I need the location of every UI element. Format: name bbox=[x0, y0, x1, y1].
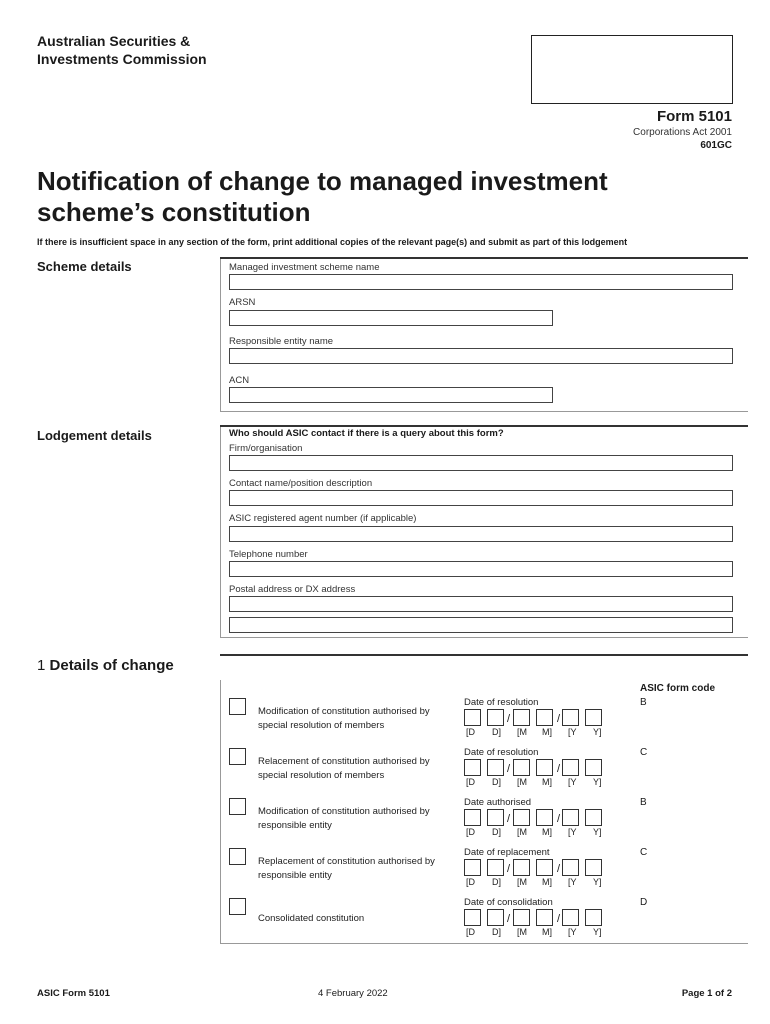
postal-address-field-line1[interactable] bbox=[229, 596, 733, 612]
section-bottom-border bbox=[220, 411, 748, 412]
date-format-hint: [Y bbox=[568, 727, 577, 737]
section-left-border bbox=[220, 259, 221, 411]
arsn-field[interactable] bbox=[229, 310, 553, 326]
change-option-checkbox[interactable] bbox=[229, 848, 246, 865]
date-digit-box[interactable] bbox=[562, 759, 579, 776]
scheme-details-heading: Scheme details bbox=[37, 259, 132, 274]
date-digit-box[interactable] bbox=[513, 909, 530, 926]
date-digit-box[interactable] bbox=[585, 709, 602, 726]
agent-number-label: ASIC registered agent number (if applicable) bbox=[229, 513, 417, 524]
change-option-label: Modification of constitution authorised by responsible entity bbox=[258, 806, 430, 831]
acn-label: ACN bbox=[229, 375, 250, 386]
section-reference: 601GC bbox=[700, 140, 732, 151]
date-format-hint: D] bbox=[492, 877, 501, 887]
date-separator: / bbox=[557, 813, 561, 825]
footer-page-number: Page 1 of 2 bbox=[681, 988, 732, 999]
acn-field[interactable] bbox=[229, 387, 553, 403]
date-separator: / bbox=[557, 913, 561, 925]
date-format-hint: [M bbox=[517, 927, 527, 937]
postal-address-label: Postal address or DX address bbox=[229, 584, 356, 595]
date-digit-box[interactable] bbox=[585, 859, 602, 876]
date-digit-box[interactable] bbox=[536, 909, 553, 926]
change-option-checkbox[interactable] bbox=[229, 748, 246, 765]
act-name: Corporations Act 2001 bbox=[633, 127, 732, 138]
page-title bbox=[37, 166, 677, 228]
date-label: Date of replacement bbox=[464, 847, 550, 858]
date-digit-box[interactable] bbox=[536, 859, 553, 876]
office-use-box bbox=[531, 35, 733, 104]
date-digit-box[interactable] bbox=[536, 809, 553, 826]
asic-form-code: B bbox=[640, 697, 647, 708]
organisation-line-1: Australian Securities & bbox=[37, 33, 191, 49]
telephone-label: Telephone number bbox=[229, 549, 308, 560]
footer-form-name: ASIC Form 5101 bbox=[37, 988, 110, 999]
date-format-hint: [M bbox=[517, 777, 527, 787]
section-left-border bbox=[220, 427, 221, 637]
scheme-name-field[interactable] bbox=[229, 274, 733, 290]
section-divider bbox=[220, 257, 748, 259]
change-option-checkbox[interactable] bbox=[229, 698, 246, 715]
telephone-field[interactable] bbox=[229, 561, 733, 577]
responsible-entity-label: Responsible entity name bbox=[229, 336, 334, 347]
date-digit-box[interactable] bbox=[487, 759, 504, 776]
contact-name-label: Contact name/position description bbox=[229, 478, 373, 489]
date-digit-box[interactable] bbox=[562, 859, 579, 876]
date-digit-box[interactable] bbox=[487, 909, 504, 926]
change-option-label: Consolidated constitution bbox=[258, 913, 365, 924]
date-format-hint: [D bbox=[466, 927, 475, 937]
section-title: Details of change bbox=[49, 657, 174, 674]
contact-question: Who should ASIC contact if there is a query about this form? bbox=[229, 428, 504, 439]
change-option-label: Replacement of constitution authorised by responsible entity bbox=[258, 856, 435, 881]
section-number: 1 bbox=[37, 657, 46, 674]
organisation-line-2: Investments Commission bbox=[37, 51, 207, 67]
date-label: Date of resolution bbox=[464, 697, 539, 708]
date-format-hint: [Y bbox=[568, 927, 577, 937]
date-digit-box[interactable] bbox=[562, 709, 579, 726]
firm-field[interactable] bbox=[229, 455, 733, 471]
date-format-hint: M] bbox=[542, 877, 552, 887]
change-option-checkbox[interactable] bbox=[229, 898, 246, 915]
date-digit-box[interactable] bbox=[487, 809, 504, 826]
date-digit-box[interactable] bbox=[585, 759, 602, 776]
agent-number-field[interactable] bbox=[229, 526, 733, 542]
date-format-hint: Y] bbox=[593, 927, 602, 937]
contact-name-field[interactable] bbox=[229, 490, 733, 506]
date-digit-box[interactable] bbox=[585, 809, 602, 826]
arsn-label: ARSN bbox=[229, 297, 256, 308]
section-bottom-border bbox=[220, 637, 748, 638]
date-label: Date of resolution bbox=[464, 747, 539, 758]
date-separator: / bbox=[507, 863, 511, 875]
date-format-hint: [M bbox=[517, 727, 527, 737]
title-line-2: scheme’s constitution bbox=[37, 197, 311, 227]
date-format-hint: [Y bbox=[568, 877, 577, 887]
asic-form-code: D bbox=[640, 897, 648, 908]
date-separator: / bbox=[557, 863, 561, 875]
responsible-entity-field[interactable] bbox=[229, 348, 733, 364]
change-option-label: Modification of constitution authorised by special resolution of members bbox=[258, 706, 430, 731]
date-format-hint: Y] bbox=[593, 877, 602, 887]
date-format-hint: D] bbox=[492, 777, 501, 787]
date-digit-box[interactable] bbox=[487, 709, 504, 726]
date-digit-box[interactable] bbox=[513, 759, 530, 776]
asic-form-code: C bbox=[640, 847, 648, 858]
date-format-hint: [D bbox=[466, 777, 475, 787]
date-digit-box[interactable] bbox=[464, 709, 481, 726]
change-option-checkbox[interactable] bbox=[229, 798, 246, 815]
scheme-name-label: Managed investment scheme name bbox=[229, 262, 380, 273]
date-separator: / bbox=[507, 913, 511, 925]
date-format-hint: M] bbox=[542, 927, 552, 937]
date-separator: / bbox=[507, 763, 511, 775]
date-format-hint: Y] bbox=[593, 827, 602, 837]
form-number: Form 5101 bbox=[656, 108, 732, 125]
section-divider bbox=[220, 425, 748, 427]
details-of-change-heading bbox=[37, 657, 174, 674]
date-format-hint: Y] bbox=[593, 777, 602, 787]
date-format-hint: [D bbox=[466, 727, 475, 737]
footer-date: 4 February 2022 bbox=[318, 988, 388, 999]
postal-address-field-line2[interactable] bbox=[229, 617, 733, 633]
date-format-hint: D] bbox=[492, 827, 501, 837]
organisation-name bbox=[37, 32, 207, 68]
date-digit-box[interactable] bbox=[513, 809, 530, 826]
title-line-1: Notification of change to managed investment bbox=[37, 166, 608, 196]
date-separator: / bbox=[507, 813, 511, 825]
date-digit-box[interactable] bbox=[585, 909, 602, 926]
date-format-hint: M] bbox=[542, 827, 552, 837]
asic-form-code: C bbox=[640, 747, 648, 758]
date-digit-box[interactable] bbox=[513, 709, 530, 726]
section-divider bbox=[220, 654, 748, 656]
date-digit-box[interactable] bbox=[487, 859, 504, 876]
section-bottom-border bbox=[220, 943, 748, 944]
date-label: Date of consolidation bbox=[464, 897, 553, 908]
date-digit-box[interactable] bbox=[562, 809, 579, 826]
date-digit-box[interactable] bbox=[562, 909, 579, 926]
date-digit-box[interactable] bbox=[464, 809, 481, 826]
date-separator: / bbox=[557, 763, 561, 775]
date-format-hint: Y] bbox=[593, 727, 602, 737]
date-format-hint: [Y bbox=[568, 827, 577, 837]
date-separator: / bbox=[557, 713, 561, 725]
section-left-border bbox=[220, 680, 221, 943]
asic-form-code-header: ASIC form code bbox=[640, 683, 716, 694]
date-format-hint: D] bbox=[492, 927, 501, 937]
date-separator: / bbox=[507, 713, 511, 725]
date-digit-box[interactable] bbox=[536, 709, 553, 726]
date-format-hint: M] bbox=[542, 727, 552, 737]
lodgement-details-heading: Lodgement details bbox=[37, 428, 152, 443]
firm-label: Firm/organisation bbox=[229, 443, 303, 454]
date-format-hint: [M bbox=[517, 877, 527, 887]
date-format-hint: D] bbox=[492, 727, 501, 737]
date-digit-box[interactable] bbox=[464, 759, 481, 776]
date-format-hint: M] bbox=[542, 777, 552, 787]
date-format-hint: [D bbox=[466, 877, 475, 887]
date-label: Date authorised bbox=[464, 797, 532, 808]
date-format-hint: [D bbox=[466, 827, 475, 837]
date-digit-box[interactable] bbox=[513, 859, 530, 876]
date-format-hint: [M bbox=[517, 827, 527, 837]
change-option-label: Relacement of constitution authorised by special resolution of members bbox=[258, 756, 430, 781]
date-digit-box[interactable] bbox=[464, 859, 481, 876]
instruction-text: If there is insufficient space in any section of the form, print additional copies of the relevant page(s) and submit as part of this lodgement bbox=[37, 237, 628, 247]
date-digit-box[interactable] bbox=[536, 759, 553, 776]
date-format-hint: [Y bbox=[568, 777, 577, 787]
asic-form-code: B bbox=[640, 797, 647, 808]
date-digit-box[interactable] bbox=[464, 909, 481, 926]
